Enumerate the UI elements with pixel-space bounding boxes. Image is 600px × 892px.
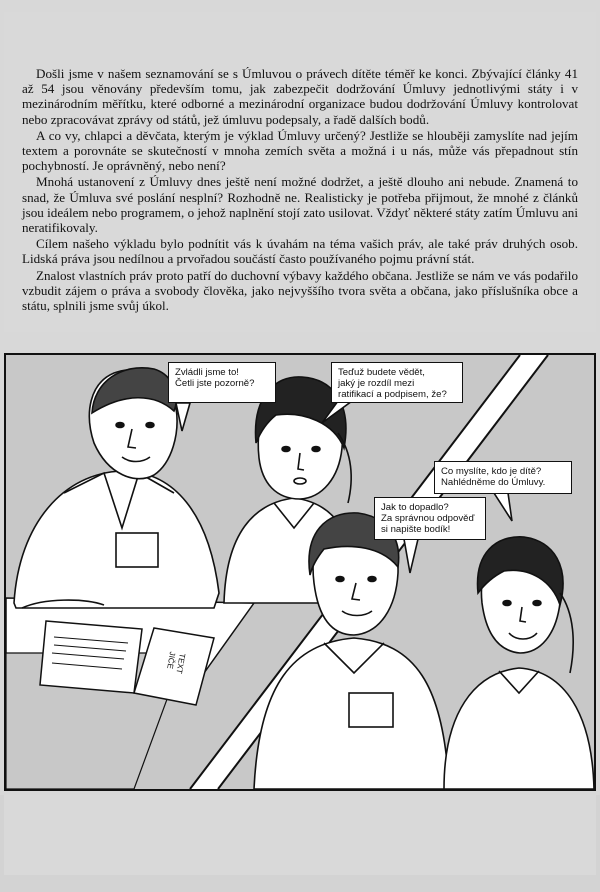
paragraph-5: Znalost vlastních práv proto patří do duchovní výbavy každého občana. Jestliže se nám ve vás podařilo vzbudit zájem o práva a svobody člověka, jako nejvyššího tvora světa a občana, jako příslušníka obce a státu, splnili jsme svůj úkol.	[22, 267, 578, 314]
article-text	[22, 66, 578, 314]
bottom-band	[0, 795, 600, 892]
speech-bubble-2: Teďuž budete vědět, jaký je rozdíl mezi ratifikací a podpisem, že?	[331, 362, 463, 403]
comic-illustration	[4, 353, 596, 791]
paper-sheet	[40, 621, 142, 693]
comic-panel	[4, 353, 596, 791]
bottom-panel	[4, 795, 596, 875]
paragraph-3: Mnohá ustanovení z Úmluvy dnes ještě není možné dodržet, a ještě dlouho ani nebude. Znamená to snad, že Úmluva své poslání nesplní? Rozhodně ne. Realisticky je potřeba přijmout, že mnohé z článků jsou ideálem nebo programem, o jehož naplnění stojí zato usilovat. Vždyť některé státy zatím Úmluvu ani neratifikovaly.	[22, 174, 578, 236]
book-title-line: TEXT	[174, 652, 187, 675]
book-title-line: JIČE	[165, 650, 178, 670]
speech-bubble-3: Co myslíte, kdo je dítě? Nahlédněme do Úmluvy.	[434, 461, 572, 494]
text-panel	[4, 12, 596, 332]
paragraph-1: Došli jsme v našem seznamování se s Úmluvou o právech dítěte téměř ke konci. Zbývající články 41 až 54 jsou věnovány především tomu, jak zabezpečit dodržování Úmluvy jednotlivými státy i v mezinárodním měřítku, které odborné a mezinárodní organizace budou dodržování Úmluvy kontrolovat nebo zpracovávat zprávy od států, jež úmluvu podepsaly, a řadě dalších bodů.	[22, 66, 578, 127]
paragraph-2: A co vy, chlapci a děvčata, kterým je výklad Úmluvy určený? Jestliže se hlouběji zamyslíte nad jejím textem a porovnáte se skutečností v mnoha zemích světa a možná i u nás, může vás přepadnout stín pochybností. Je oprávněný, nebo není?	[22, 127, 578, 174]
speech-bubble-4: Jak to dopadlo? Za správnou odpověď si napište bodík!	[374, 497, 486, 540]
paragraph-4: Cílem našeho výkladu bylo podnítit vás k úvahám na téma vašich práv, ale také práv druhých osob. Lidská práva jsou nedílnou a prvořadou součástí často používaného pojmu právní stát.	[22, 236, 578, 267]
speech-bubble-1: Zvládli jsme to! Četli jste pozorně?	[168, 362, 276, 403]
